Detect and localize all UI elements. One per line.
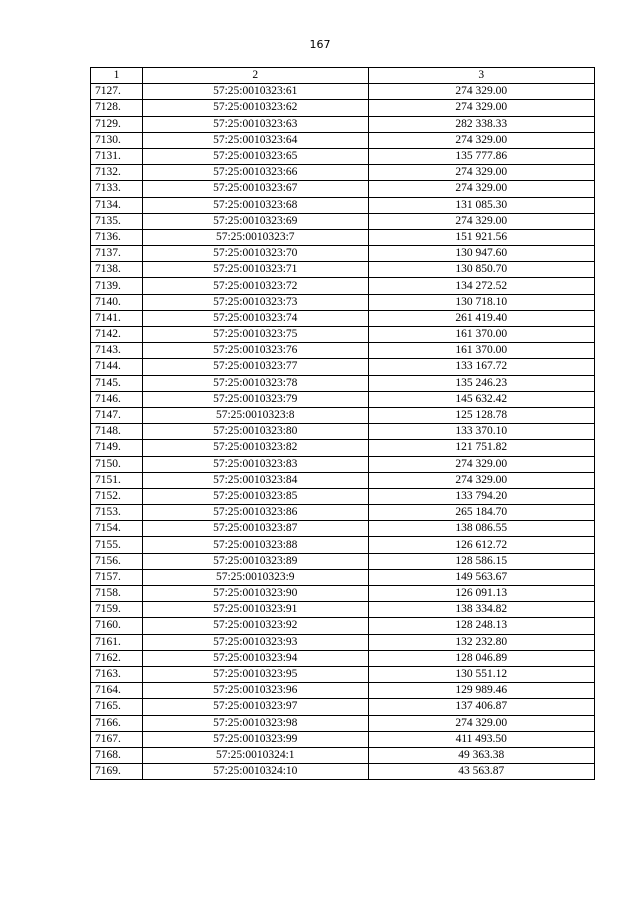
- cadastral-number-cell: 57:25:0010323:67: [142, 181, 368, 197]
- cadastral-number-cell: 57:25:0010323:74: [142, 310, 368, 326]
- page-number: 167: [309, 38, 331, 51]
- row-number-cell: 7135.: [91, 213, 143, 229]
- cadastral-number-cell: 57:25:0010323:65: [142, 148, 368, 164]
- cadastral-number-cell: 57:25:0010323:97: [142, 699, 368, 715]
- row-number-cell: 7140.: [91, 294, 143, 310]
- cadastral-number-cell: 57:25:0010323:63: [142, 116, 368, 132]
- cadastral-number-cell: 57:25:0010323:71: [142, 262, 368, 278]
- cadastral-number-cell: 57:25:0010323:91: [142, 602, 368, 618]
- cadastral-value-cell: 49 363.38: [368, 747, 594, 763]
- table-row: [91, 456, 595, 472]
- table-row: [91, 278, 595, 294]
- cadastral-number-cell: 57:25:0010323:95: [142, 666, 368, 682]
- cadastral-number-cell: 57:25:0010323:99: [142, 731, 368, 747]
- cadastral-value-cell: 131 085.30: [368, 197, 594, 213]
- row-number-cell: 7164.: [91, 683, 143, 699]
- cadastral-number-cell: 57:25:0010323:7: [142, 229, 368, 245]
- table-row: [91, 521, 595, 537]
- cadastral-value-cell: 274 329.00: [368, 181, 594, 197]
- row-number-cell: 7165.: [91, 699, 143, 715]
- cadastral-number-cell: 57:25:0010323:72: [142, 278, 368, 294]
- cadastral-value-cell: 126 091.13: [368, 586, 594, 602]
- table-row: [91, 294, 595, 310]
- row-number-cell: 7153.: [91, 505, 143, 521]
- table-row: [91, 181, 595, 197]
- cadastral-value-cell: 134 272.52: [368, 278, 594, 294]
- table-row: [91, 747, 595, 763]
- cadastral-value-cell: 129 989.46: [368, 683, 594, 699]
- cadastral-number-cell: 57:25:0010323:77: [142, 359, 368, 375]
- cadastral-number-cell: 57:25:0010323:73: [142, 294, 368, 310]
- table-row: [91, 327, 595, 343]
- table-row: [91, 618, 595, 634]
- table-row: [91, 424, 595, 440]
- table-row: [91, 569, 595, 585]
- cadastral-value-cell: 137 406.87: [368, 699, 594, 715]
- row-number-cell: 7156.: [91, 553, 143, 569]
- cadastral-value-cell: 151 921.56: [368, 229, 594, 245]
- row-number-cell: 7138.: [91, 262, 143, 278]
- cadastral-value-cell: 130 551.12: [368, 666, 594, 682]
- table-row: [91, 148, 595, 164]
- row-number-cell: 7147.: [91, 407, 143, 423]
- cadastral-value-cell: 274 329.00: [368, 165, 594, 181]
- cadastral-number-cell: 57:25:0010323:86: [142, 505, 368, 521]
- cadastral-value-cell: 274 329.00: [368, 213, 594, 229]
- cadastral-value-cell: 128 046.89: [368, 650, 594, 666]
- table-row: [91, 553, 595, 569]
- cadastral-number-cell: 57:25:0010323:82: [142, 440, 368, 456]
- cadastral-value-cell: 145 632.42: [368, 391, 594, 407]
- table-row: [91, 764, 595, 780]
- cadastral-value-cell: 138 086.55: [368, 521, 594, 537]
- cadastral-value-cell: 265 184.70: [368, 505, 594, 521]
- table-row: [91, 359, 595, 375]
- table-row: [91, 440, 595, 456]
- cadastral-value-cell: 43 563.87: [368, 764, 594, 780]
- cadastral-value-cell: 411 493.50: [368, 731, 594, 747]
- cadastral-value-cell: 125 128.78: [368, 407, 594, 423]
- row-number-cell: 7136.: [91, 229, 143, 245]
- row-number-cell: 7129.: [91, 116, 143, 132]
- row-number-cell: 7151.: [91, 472, 143, 488]
- table-body: [91, 84, 595, 780]
- cadastral-number-cell: 57:25:0010323:61: [142, 84, 368, 100]
- table-row: [91, 602, 595, 618]
- cadastral-number-cell: 57:25:0010323:66: [142, 165, 368, 181]
- table-row: [91, 715, 595, 731]
- table-row: [91, 683, 595, 699]
- column-header-2: 2: [142, 68, 368, 84]
- cadastral-value-cell: 132 232.80: [368, 634, 594, 650]
- row-number-cell: 7131.: [91, 148, 143, 164]
- cadastral-value-cell: 274 329.00: [368, 132, 594, 148]
- row-number-cell: 7128.: [91, 100, 143, 116]
- table-row: [91, 132, 595, 148]
- cadastral-number-cell: 57:25:0010323:89: [142, 553, 368, 569]
- cadastral-number-cell: 57:25:0010323:9: [142, 569, 368, 585]
- table-row: [91, 84, 595, 100]
- cadastral-value-cell: 133 167.72: [368, 359, 594, 375]
- cadastral-value-cell: 261 419.40: [368, 310, 594, 326]
- row-number-cell: 7159.: [91, 602, 143, 618]
- cadastral-value-cell: 128 248.13: [368, 618, 594, 634]
- table-row: [91, 650, 595, 666]
- table-header-row: [91, 68, 595, 84]
- cadastral-number-cell: 57:25:0010323:68: [142, 197, 368, 213]
- cadastral-value-cell: 126 612.72: [368, 537, 594, 553]
- cadastral-number-cell: 57:25:0010323:92: [142, 618, 368, 634]
- cadastral-value-cell: 274 329.00: [368, 715, 594, 731]
- row-number-cell: 7130.: [91, 132, 143, 148]
- row-number-cell: 7169.: [91, 764, 143, 780]
- table-row: [91, 407, 595, 423]
- table-row: [91, 213, 595, 229]
- table-row: [91, 310, 595, 326]
- row-number-cell: 7137.: [91, 246, 143, 262]
- cadastral-number-cell: 57:25:0010323:75: [142, 327, 368, 343]
- cadastral-number-cell: 57:25:0010323:94: [142, 650, 368, 666]
- row-number-cell: 7168.: [91, 747, 143, 763]
- table-row: [91, 100, 595, 116]
- table-row: [91, 586, 595, 602]
- cadastral-value-cell: 121 751.82: [368, 440, 594, 456]
- table-row: [91, 472, 595, 488]
- cadastral-number-cell: 57:25:0010323:69: [142, 213, 368, 229]
- row-number-cell: 7145.: [91, 375, 143, 391]
- table-row: [91, 116, 595, 132]
- cadastral-number-cell: 57:25:0010323:90: [142, 586, 368, 602]
- row-number-cell: 7149.: [91, 440, 143, 456]
- table-row: [91, 343, 595, 359]
- cadastral-number-cell: 57:25:0010323:78: [142, 375, 368, 391]
- row-number-cell: 7162.: [91, 650, 143, 666]
- cadastral-number-cell: 57:25:0010323:85: [142, 488, 368, 504]
- row-number-cell: 7139.: [91, 278, 143, 294]
- table-row: [91, 488, 595, 504]
- row-number-cell: 7144.: [91, 359, 143, 375]
- cadastral-number-cell: 57:25:0010323:8: [142, 407, 368, 423]
- row-number-cell: 7152.: [91, 488, 143, 504]
- cadastral-value-cell: 274 329.00: [368, 472, 594, 488]
- row-number-cell: 7132.: [91, 165, 143, 181]
- table-row: [91, 666, 595, 682]
- cadastral-value-table: [90, 67, 595, 780]
- row-number-cell: 7133.: [91, 181, 143, 197]
- table-row: [91, 634, 595, 650]
- column-header-3: 3: [368, 68, 594, 84]
- cadastral-number-cell: 57:25:0010323:96: [142, 683, 368, 699]
- row-number-cell: 7142.: [91, 327, 143, 343]
- cadastral-value-cell: 138 334.82: [368, 602, 594, 618]
- row-number-cell: 7157.: [91, 569, 143, 585]
- row-number-cell: 7143.: [91, 343, 143, 359]
- cadastral-number-cell: 57:25:0010324:1: [142, 747, 368, 763]
- row-number-cell: 7146.: [91, 391, 143, 407]
- cadastral-number-cell: 57:25:0010323:93: [142, 634, 368, 650]
- column-header-1: 1: [91, 68, 143, 84]
- table-row: [91, 537, 595, 553]
- row-number-cell: 7127.: [91, 84, 143, 100]
- cadastral-number-cell: 57:25:0010324:10: [142, 764, 368, 780]
- row-number-cell: 7158.: [91, 586, 143, 602]
- cadastral-number-cell: 57:25:0010323:64: [142, 132, 368, 148]
- cadastral-value-cell: 161 370.00: [368, 343, 594, 359]
- table-row: [91, 375, 595, 391]
- cadastral-value-cell: 130 947.60: [368, 246, 594, 262]
- row-number-cell: 7155.: [91, 537, 143, 553]
- table-row: [91, 391, 595, 407]
- cadastral-value-cell: 161 370.00: [368, 327, 594, 343]
- row-number-cell: 7148.: [91, 424, 143, 440]
- row-number-cell: 7163.: [91, 666, 143, 682]
- row-number-cell: 7161.: [91, 634, 143, 650]
- cadastral-number-cell: 57:25:0010323:76: [142, 343, 368, 359]
- row-number-cell: 7167.: [91, 731, 143, 747]
- cadastral-number-cell: 57:25:0010323:84: [142, 472, 368, 488]
- cadastral-value-cell: 274 329.00: [368, 100, 594, 116]
- cadastral-number-cell: 57:25:0010323:98: [142, 715, 368, 731]
- cadastral-value-cell: 130 850.70: [368, 262, 594, 278]
- cadastral-number-cell: 57:25:0010323:62: [142, 100, 368, 116]
- cadastral-number-cell: 57:25:0010323:87: [142, 521, 368, 537]
- row-number-cell: 7134.: [91, 197, 143, 213]
- row-number-cell: 7150.: [91, 456, 143, 472]
- cadastral-value-cell: 135 246.23: [368, 375, 594, 391]
- cadastral-value-cell: 149 563.67: [368, 569, 594, 585]
- cadastral-value-cell: 274 329.00: [368, 84, 594, 100]
- table-row: [91, 229, 595, 245]
- table-row: [91, 165, 595, 181]
- cadastral-number-cell: 57:25:0010323:83: [142, 456, 368, 472]
- table-row: [91, 731, 595, 747]
- row-number-cell: 7154.: [91, 521, 143, 537]
- row-number-cell: 7166.: [91, 715, 143, 731]
- cadastral-value-cell: 133 794.20: [368, 488, 594, 504]
- cadastral-value-cell: 274 329.00: [368, 456, 594, 472]
- cadastral-value-cell: 133 370.10: [368, 424, 594, 440]
- cadastral-value-cell: 128 586.15: [368, 553, 594, 569]
- table-row: [91, 699, 595, 715]
- cadastral-value-cell: 135 777.86: [368, 148, 594, 164]
- table-row: [91, 262, 595, 278]
- table-row: [91, 246, 595, 262]
- cadastral-number-cell: 57:25:0010323:79: [142, 391, 368, 407]
- cadastral-value-cell: 130 718.10: [368, 294, 594, 310]
- cadastral-number-cell: 57:25:0010323:88: [142, 537, 368, 553]
- cadastral-number-cell: 57:25:0010323:70: [142, 246, 368, 262]
- row-number-cell: 7141.: [91, 310, 143, 326]
- cadastral-number-cell: 57:25:0010323:80: [142, 424, 368, 440]
- table-row: [91, 197, 595, 213]
- table-row: [91, 505, 595, 521]
- cadastral-value-cell: 282 338.33: [368, 116, 594, 132]
- row-number-cell: 7160.: [91, 618, 143, 634]
